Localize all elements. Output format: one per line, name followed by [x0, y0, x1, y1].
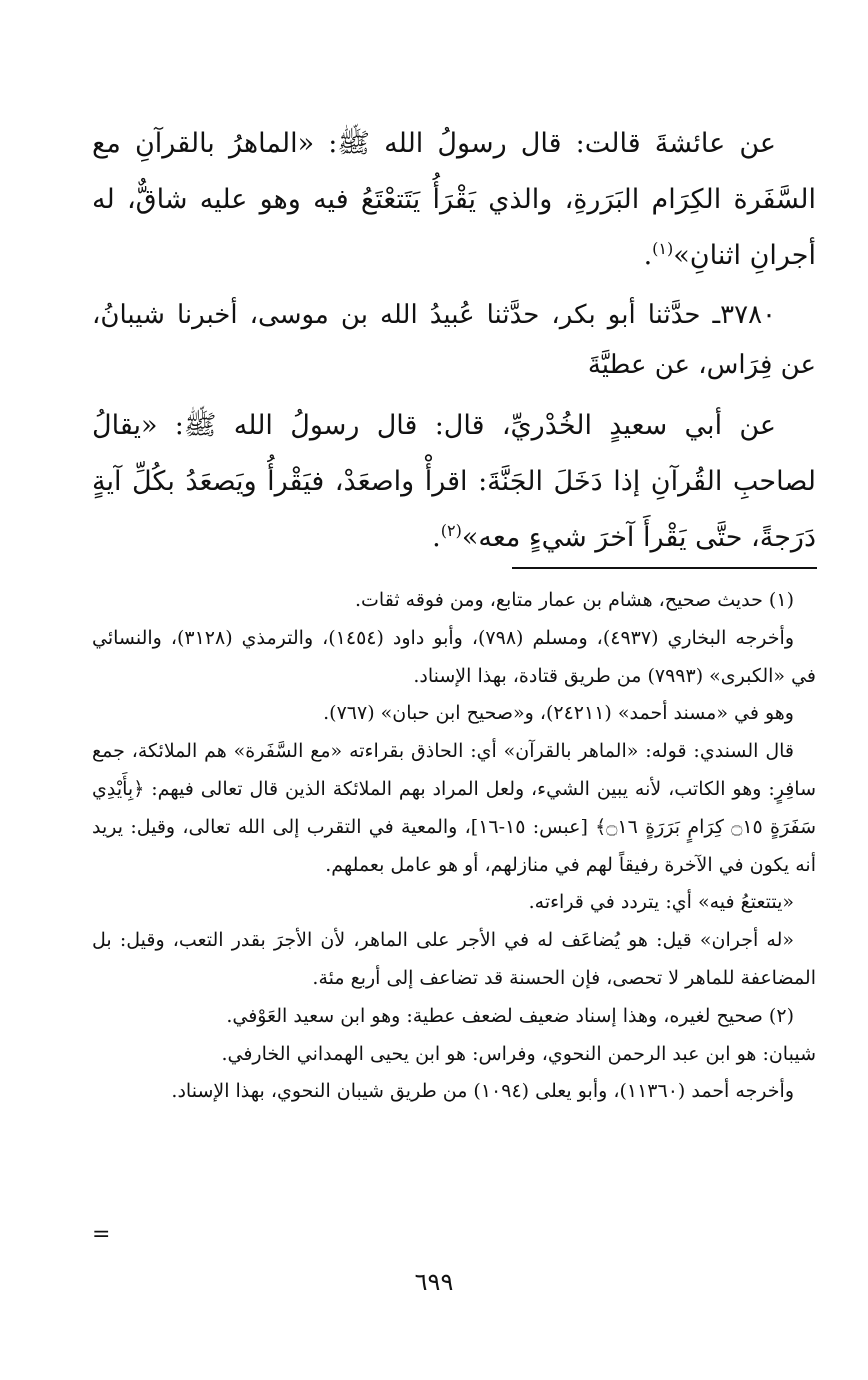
footnote-line: وهو في «مسند أحمد» (٢٤٢١١)، و«صحيح ابن حبان» (٧٦٧). [323, 702, 794, 725]
footnote-separator [512, 567, 817, 569]
footnote-2: (٢) صحيح لغيره، وهذا إسناد ضعيف لضعف عطية: وهو ابن سعيد العَوْفي. [226, 1004, 794, 1027]
hadith-body: عن أبي سعيدٍ الخُدْريِّ، قال: قال رسولُ الله ﷺ: «يقالُ لصاحبِ القُرآنِ إذا دَخَلَ الجَنَّةَ: اقرأْ واصعَدْ، فيَقْرأُ ويَصعَدُ بكُلِّ آيةٍ دَرَجةً، حتَّى يَقْرأَ آخرَ شيءٍ معه» [92, 410, 816, 553]
isnad-text: ٣٧٨٠ـ حدَّثنا أبو بكر، حدَّثنا عُبيدُ الله بن موسى، أخبرنا شيبانُ، عن فِرَاس، عن عطيَّةَ [92, 300, 816, 380]
hadith-body: عن عائشةَ قالت: قال رسولُ الله ﷺ: «الماهرُ بالقرآنِ مع السَّفَرة الكِرَام البَرَرةِ، والذي يَقْرَأُ يَتَتعْتَعُ فيه وهو عليه شاقٌّ، له أجرانِ اثنانِ» [92, 128, 816, 271]
footnote-line: وأخرجه البخاري (٤٩٣٧)، ومسلم (٧٩٨)، وأبو داود (١٤٥٤)، والترمذي (٣١٢٨)، والنسائي في «الكبرى» (٧٩٩٣) من طريق قتادة، بهذا الإسناد. [92, 626, 816, 687]
footnote-line: وأخرجه أحمد (١١٣٦٠)، وأبو يعلى (١٠٩٤) من طريق شيبان النحوي، بهذا الإسناد. [171, 1080, 794, 1103]
footnote-line: شيبان: هو ابن عبد الرحمن النحوي، وفراس: هو ابن يحيى الهمداني الخارفي. [221, 1042, 816, 1065]
footnote-ref-2[interactable]: (٢) [440, 521, 462, 540]
footnote-line: «يتتعتعُ فيه» أي: يتردد في قراءته. [528, 891, 794, 914]
sentence-end: . [432, 522, 441, 553]
sentence-end: . [643, 240, 653, 271]
footnote-1: (١) حديث صحيح، هشام بن عمار متابع، ومن فوقه ثقات. [355, 589, 794, 611]
footnote-ref-1[interactable]: (١) [652, 239, 674, 258]
footnote-line: قال السندي: قوله: «الماهر بالقرآن» أي: الحاذق بقراءته «مع السَّفَرة» هم الملائكة، جمع سافِرٍ: وهو الكاتب، لأنه يبين الشيء، ولعل المراد بهم الملائكة الذين قال تعالى فيهم: ﴿بِأَيْدِي سَفَرَةٍ ۝١٥ كِرَامٍ بَرَرَةٍ ۝١٦﴾ [عبس: ١٥-١٦]، والمعية في التقرب إلى الله تعالى، وقيل: يريد أنه يكون في الآخرة رفيقاً لهم في منازلهم، أو هو عامل بعملهم. [92, 740, 817, 876]
hadith-text-abu-said [92, 398, 816, 566]
continuation-mark: = [92, 1222, 111, 1247]
footnote-line: «له أجران» قيل: هو يُضاعَف له في الأجر على الماهر، لأن الأجرَ بقدر التعب، وقيل: بل المضاعفة للماهر لا تحصى، فإن الحسنة قد تضاعف إلى أربع مئة. [92, 929, 816, 989]
page-number: ٦٩٩ [414, 1268, 454, 1296]
hadith-chain-3780 [92, 290, 816, 390]
hadith-text-aisha [92, 116, 816, 284]
footnotes [92, 582, 816, 1111]
